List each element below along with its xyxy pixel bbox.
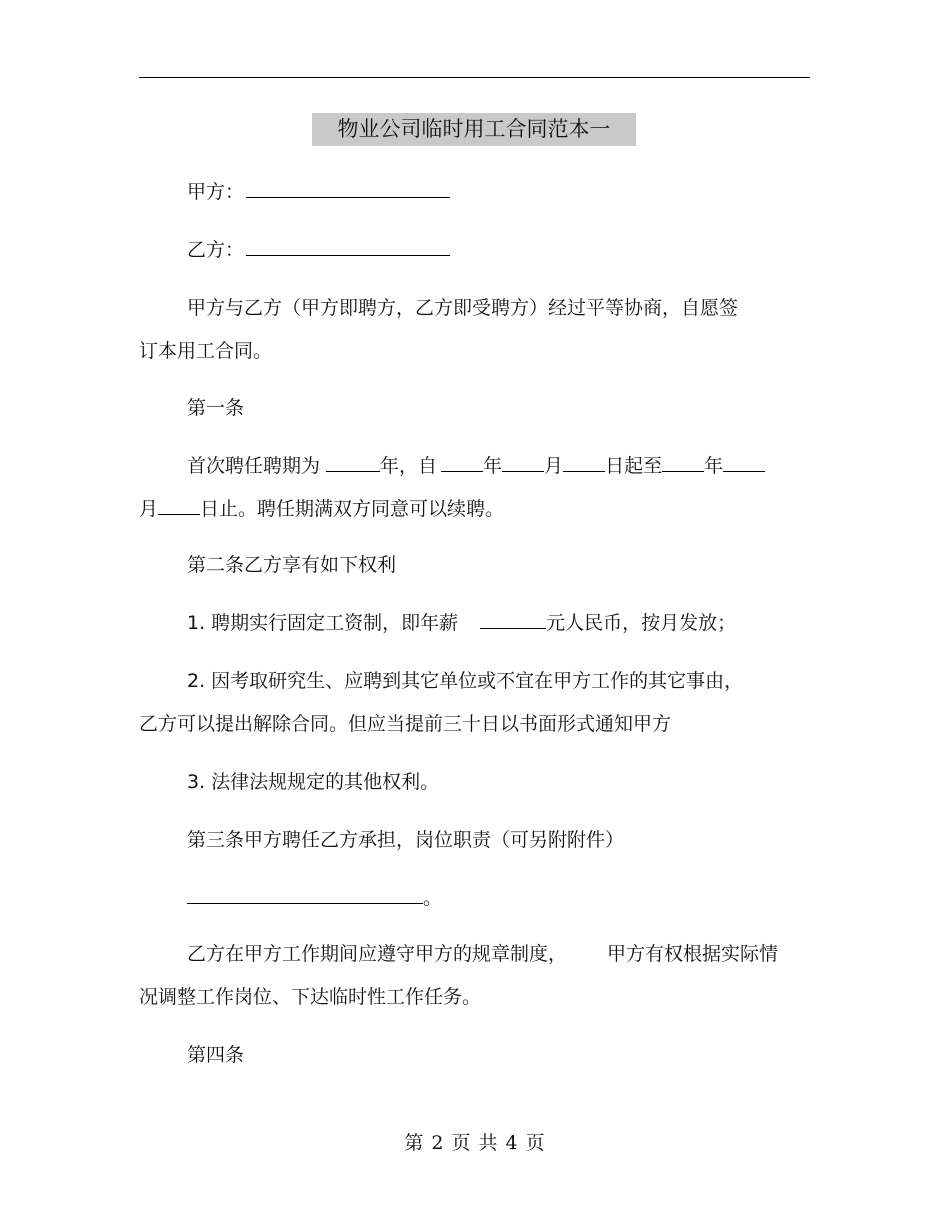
party-b-label: 乙方： — [187, 239, 245, 261]
salary-blank — [480, 610, 546, 629]
term-text: 月 — [139, 498, 159, 520]
article-1-heading: 第一条 — [187, 397, 245, 419]
para-text: 甲方有权根据实际情 — [607, 943, 779, 965]
header-rule — [139, 77, 810, 78]
intro-line-2: 订本用工合同。 — [139, 340, 273, 362]
article-2-item-3: 3. 法律法规规定的其他权利。 — [187, 771, 440, 793]
end-year-blank — [662, 453, 704, 472]
start-year-blank — [441, 453, 483, 472]
document-title: 物业公司临时用工合同范本一 — [312, 113, 636, 146]
party-a-blank — [246, 179, 450, 198]
term-text: 首次聘任聘期为 — [187, 455, 321, 477]
start-month-blank — [502, 453, 544, 472]
item-text: 1. 聘期实行固定工资制，即年薪 — [187, 612, 459, 634]
term-years-blank — [326, 453, 380, 472]
article-1-term-line-1 — [187, 452, 765, 480]
article-3-para-line-1 — [187, 940, 778, 968]
start-day-blank — [563, 453, 605, 472]
end-day-blank — [158, 496, 200, 515]
term-text: 日止。聘任期满双方同意可以续聘。 — [200, 498, 505, 520]
page-footer: 第 2 页 共 4 页 — [404, 1132, 546, 1154]
article-3-heading: 第三条甲方聘任乙方承担，岗位职责（可另附附件） — [187, 829, 625, 851]
article-3-para-line-2: 况调整工作岗位、下达临时性工作任务。 — [139, 986, 482, 1008]
term-text: 年，自 — [380, 455, 438, 477]
duties-blank — [187, 885, 423, 904]
para-text: 乙方在甲方工作期间应遵守甲方的规章制度， — [187, 943, 568, 965]
term-text: 月 — [544, 455, 564, 477]
term-text: 年 — [704, 455, 724, 477]
intro-line-1: 甲方与乙方（甲方即聘方，乙方即受聘方）经过平等协商，自愿签 — [187, 297, 739, 319]
term-text: 年 — [483, 455, 503, 477]
article-4-heading: 第四条 — [187, 1044, 245, 1066]
party-b-blank — [246, 237, 450, 256]
term-text: 日起至 — [605, 455, 663, 477]
article-3-duties-line — [187, 884, 442, 912]
article-2-heading: 第二条乙方享有如下权利 — [187, 554, 397, 576]
end-month-blank — [723, 453, 765, 472]
duties-end-mark: 。 — [423, 887, 443, 909]
article-1-term-line-2 — [139, 495, 504, 523]
item-text: 元人民币，按月发放； — [546, 612, 737, 634]
party-a-line — [187, 178, 450, 206]
party-b-line — [187, 236, 450, 264]
article-2-item-1 — [187, 609, 736, 637]
article-2-item-2-line-2: 乙方可以提出解除合同。但应当提前三十日以书面形式通知甲方 — [139, 713, 672, 735]
party-a-label: 甲方： — [187, 181, 245, 203]
article-2-item-2-line-1: 2. 因考取研究生、应聘到其它单位或不宜在甲方工作的其它事由， — [187, 670, 744, 692]
